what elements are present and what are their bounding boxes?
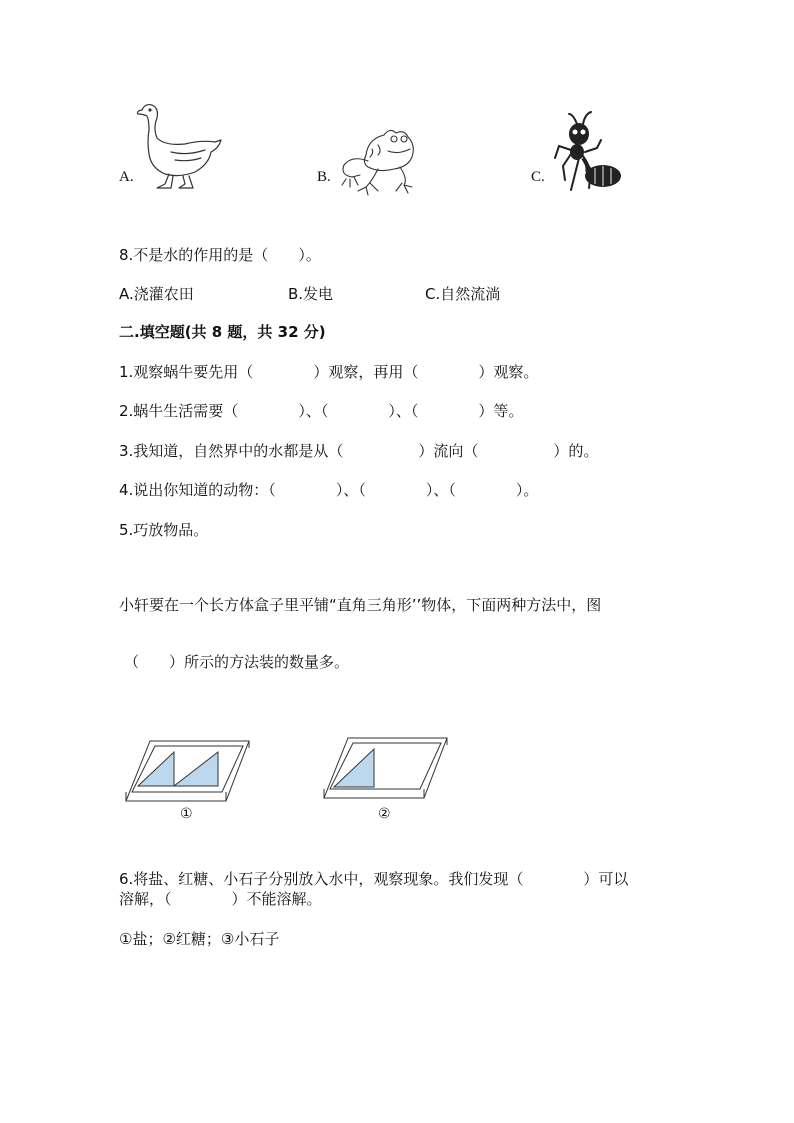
question-6-options: ①盐；②红糖；③小石子 <box>119 930 280 948</box>
question-5-text-line-1: 小轩要在一个长方体盒子里平铺“直角三角形’’物体，下面两种方法中，图 <box>119 596 602 614</box>
question-6-line-2: 溶解，（ ）不能溶解。 <box>119 890 322 908</box>
option-c-label: C. <box>531 169 545 185</box>
triangle-shape <box>174 752 218 786</box>
question-8-option-b: B.发电 <box>288 285 334 303</box>
box-figure-2 <box>322 737 450 801</box>
fill-question-1: 1.观察蜗牛要先用（ ）观察，再用（ ）观察。 <box>119 363 539 381</box>
fill-question-3: 3.我知道，自然界中的水都是从（ ）流向（ ）的。 <box>119 442 599 460</box>
duck-illustration <box>135 100 225 192</box>
fill-question-5: 5.巧放物品。 <box>119 521 209 539</box>
question-8-option-a: A.浇灌农田 <box>119 285 194 303</box>
question-5-text-line-2: （ ）所示的方法装的数量多。 <box>124 653 350 671</box>
option-b-label: B. <box>317 169 331 185</box>
question-8-stem: 8.不是水的作用的是（ ）。 <box>119 246 321 264</box>
box-figure-1 <box>124 740 252 804</box>
option-a-label: A. <box>119 169 134 185</box>
frog-illustration <box>338 125 420 197</box>
fill-question-2: 2.蜗牛生活需要（ ）、（ ）、（ ）等。 <box>119 402 524 420</box>
question-6-line-1: 6.将盐、红糖、小石子分别放入水中，观察现象。我们发现（ ）可以 <box>119 870 629 888</box>
figure-2-label: ② <box>378 806 391 822</box>
question-8-option-c: C.自然流淌 <box>425 285 501 303</box>
section-heading: 二.填空题(共 8 题，共 32 分) <box>119 323 326 341</box>
figure-1-label: ① <box>180 806 193 822</box>
ant-illustration <box>551 110 627 196</box>
fill-question-4: 4.说出你知道的动物：（ ）、（ ）、（ ）。 <box>119 481 539 499</box>
